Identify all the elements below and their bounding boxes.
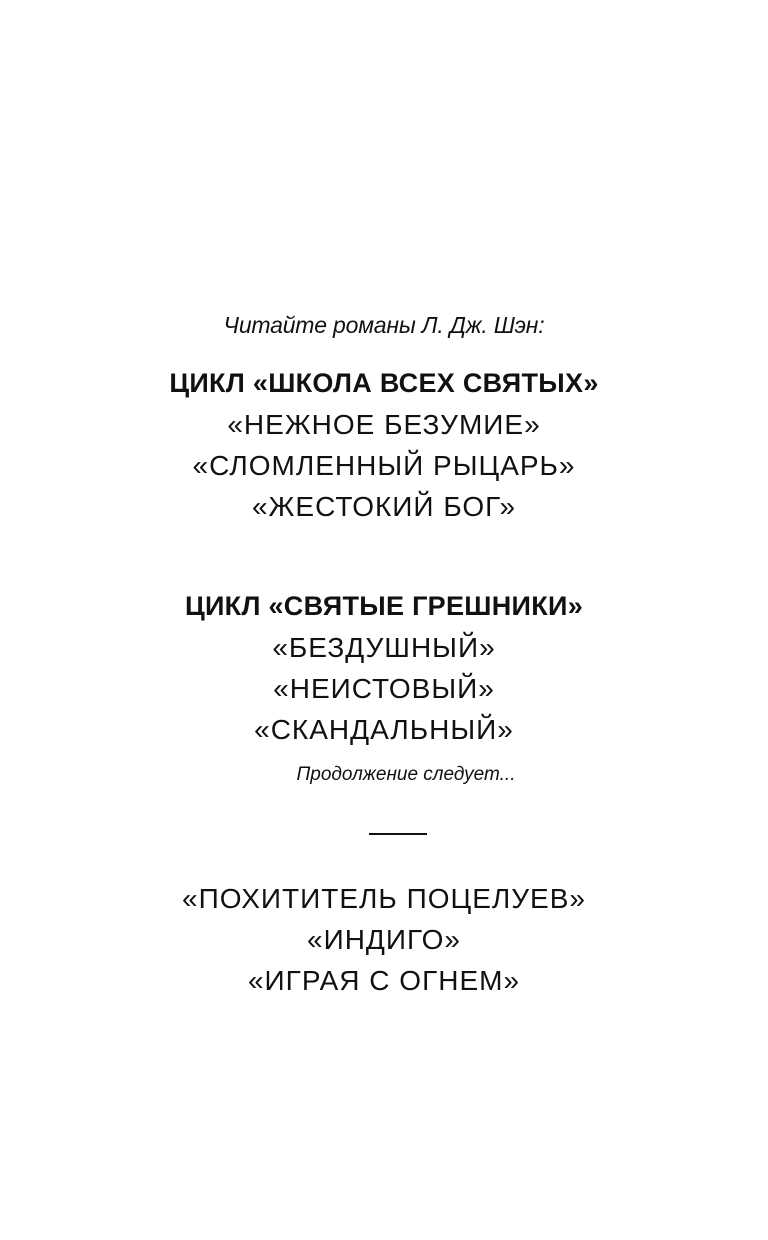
book-title: «ПОХИТИТЕЛЬ ПОЦЕЛУЕВ» bbox=[182, 883, 586, 914]
book-title: «СКАНДАЛЬНЫЙ» bbox=[254, 714, 514, 745]
book-title: «НЕЖНОЕ БЕЗУМИЕ» bbox=[227, 409, 541, 440]
cycle-heading-school-of-saints: ЦИКЛ «ШКОЛА ВСЕХ СВЯТЫХ» bbox=[169, 368, 599, 398]
book-title: «НЕИСТОВЫЙ» bbox=[273, 673, 495, 704]
book-title: «ЖЕСТОКИЙ БОГ» bbox=[251, 491, 517, 522]
book-title: «БЕЗДУШНЫЙ» bbox=[272, 632, 496, 663]
book-title: «ИГРАЯ С ОГНЕМ» bbox=[247, 965, 521, 996]
cycle-heading-holy-sinners: ЦИКЛ «СВЯТЫЕ ГРЕШНИКИ» bbox=[184, 591, 584, 621]
continuation-note: Продолжение следует... bbox=[296, 764, 516, 785]
book-title: «СЛОМЛЕННЫЙ РЫЦАРЬ» bbox=[192, 450, 576, 481]
intro-text: Читайте романы Л. Дж. Шэн: bbox=[223, 312, 545, 338]
section-divider bbox=[369, 833, 427, 835]
book-title: «ИНДИГО» bbox=[307, 924, 461, 955]
